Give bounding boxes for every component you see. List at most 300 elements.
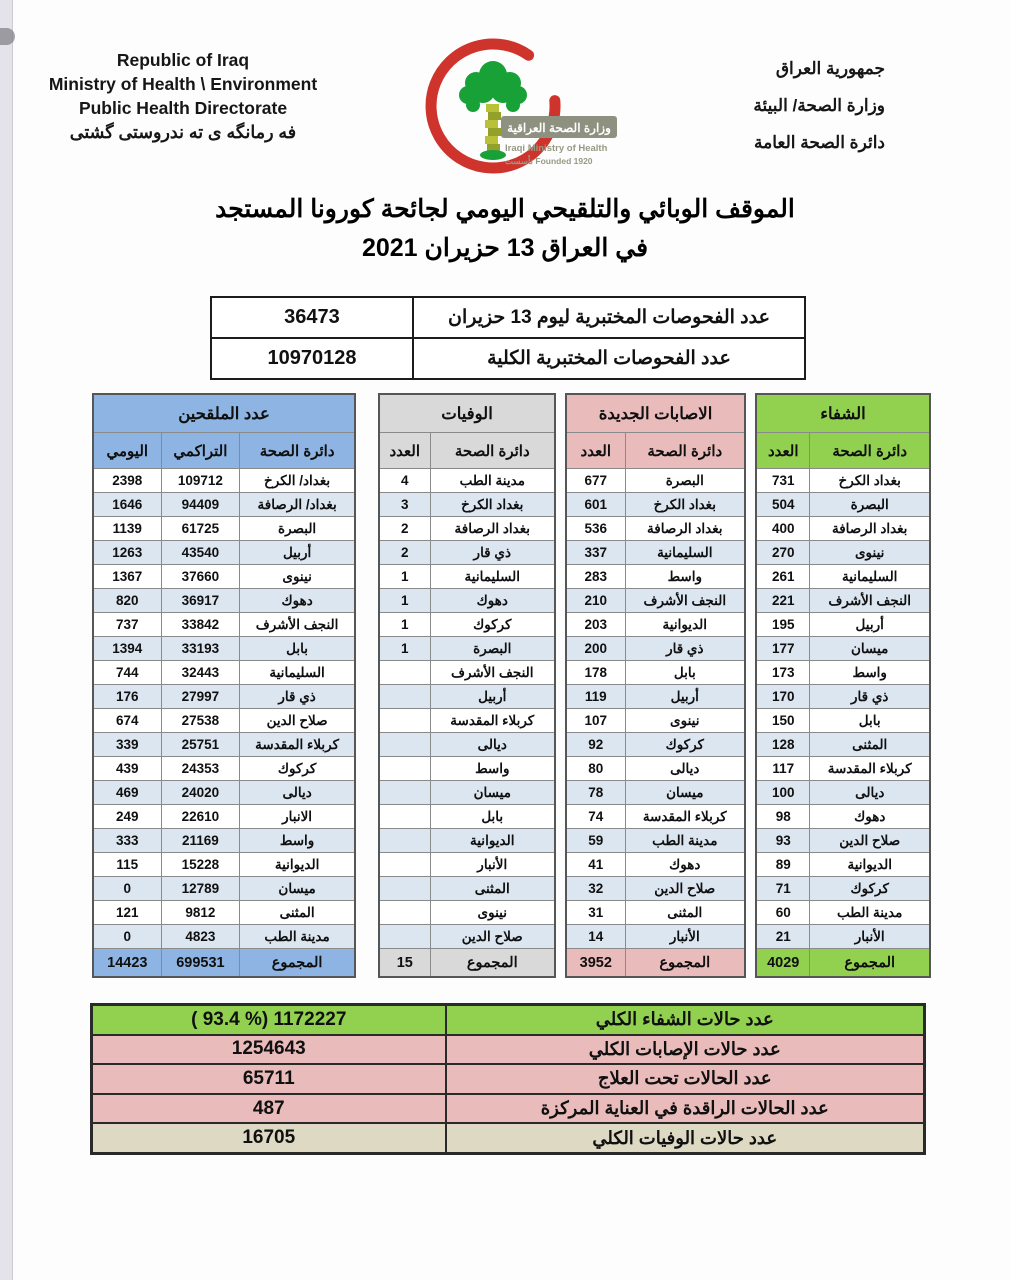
dept-cell: ميسان bbox=[430, 781, 555, 805]
table-row bbox=[379, 565, 555, 589]
table-row bbox=[93, 565, 355, 589]
summary-value: 65711 bbox=[92, 1064, 446, 1094]
table-row bbox=[379, 733, 555, 757]
value-cell: 33842 bbox=[161, 613, 240, 637]
value-cell: 1394 bbox=[93, 637, 161, 661]
value-cell: 98 bbox=[756, 805, 810, 829]
dept-cell: مدينة الطب bbox=[240, 925, 355, 949]
dept-cell: بغداد/ الكرخ bbox=[240, 469, 355, 493]
value-cell: 32443 bbox=[161, 661, 240, 685]
value-cell: 200 bbox=[566, 637, 625, 661]
dept-cell: نينوى bbox=[625, 709, 745, 733]
header-arabic-line: وزارة الصحة/ البيئة bbox=[753, 96, 885, 115]
value-cell: 60 bbox=[756, 901, 810, 925]
column-header: دائرة الصحة bbox=[625, 433, 745, 469]
column-header: اليومي bbox=[93, 433, 161, 469]
dept-cell: ديالى bbox=[430, 733, 555, 757]
value-cell: 121 bbox=[93, 901, 161, 925]
total-label: المجموع bbox=[430, 949, 555, 978]
table-row bbox=[756, 541, 930, 565]
column-header-row bbox=[93, 433, 355, 469]
dept-cell: الانبار bbox=[240, 805, 355, 829]
dept-cell: مدينة الطب bbox=[625, 829, 745, 853]
value-cell: 677 bbox=[566, 469, 625, 493]
dept-cell: الأنبار bbox=[810, 925, 930, 949]
summary-value: ( 93.4 %) 1172227 bbox=[92, 1005, 446, 1035]
table-row bbox=[93, 877, 355, 901]
value-cell: 14 bbox=[566, 925, 625, 949]
summary-label: عدد الحالات الراقدة في العناية المركزة bbox=[446, 1094, 925, 1124]
table-row bbox=[756, 613, 930, 637]
table-row bbox=[379, 709, 555, 733]
value-cell: 21169 bbox=[161, 829, 240, 853]
dept-cell: بغداد الكرخ bbox=[430, 493, 555, 517]
dept-cell: مدينة الطب bbox=[430, 469, 555, 493]
value-cell: 119 bbox=[566, 685, 625, 709]
value-cell: 195 bbox=[756, 613, 810, 637]
table-row bbox=[566, 589, 745, 613]
table-row bbox=[756, 829, 930, 853]
table-row bbox=[93, 685, 355, 709]
value-cell: 109712 bbox=[161, 469, 240, 493]
dept-cell: الديوانية bbox=[810, 853, 930, 877]
value-cell: 337 bbox=[566, 541, 625, 565]
value-cell: 107 bbox=[566, 709, 625, 733]
value-cell bbox=[379, 925, 430, 949]
dept-cell: أربيل bbox=[430, 685, 555, 709]
table-row bbox=[379, 661, 555, 685]
header-english-line: Ministry of Health \ Environment bbox=[48, 74, 318, 94]
table-row bbox=[756, 733, 930, 757]
table-row bbox=[379, 805, 555, 829]
header-english-line: Republic of Iraq bbox=[116, 50, 250, 70]
value-cell: 37660 bbox=[161, 565, 240, 589]
header-arabic-block bbox=[690, 50, 885, 161]
value-cell: 43540 bbox=[161, 541, 240, 565]
value-cell: 176 bbox=[93, 685, 161, 709]
table-row bbox=[756, 517, 930, 541]
table-row bbox=[379, 829, 555, 853]
dept-cell: نينوى bbox=[430, 901, 555, 925]
table-row bbox=[93, 709, 355, 733]
table-title: الاصابات الجديدة bbox=[566, 394, 745, 433]
value-cell: 31 bbox=[566, 901, 625, 925]
value-cell: 74 bbox=[566, 805, 625, 829]
dept-cell: المثنى bbox=[240, 901, 355, 925]
dept-cell: دهوك bbox=[810, 805, 930, 829]
summary-label: عدد حالات الوفيات الكلي bbox=[446, 1123, 925, 1153]
header-arabic-line: جمهورية العراق bbox=[775, 59, 885, 78]
dept-cell: كركوك bbox=[240, 757, 355, 781]
table-row bbox=[93, 517, 355, 541]
header-english-line: Public Health Directorate bbox=[78, 98, 288, 118]
value-cell: 24353 bbox=[161, 757, 240, 781]
table-row bbox=[566, 805, 745, 829]
table-row bbox=[756, 493, 930, 517]
value-cell: 249 bbox=[93, 805, 161, 829]
value-cell: 170 bbox=[756, 685, 810, 709]
value-cell: 94409 bbox=[161, 493, 240, 517]
dept-cell: بغداد الرصافة bbox=[810, 517, 930, 541]
value-cell: 744 bbox=[93, 661, 161, 685]
total-value: 3952 bbox=[566, 949, 625, 978]
table-row bbox=[379, 589, 555, 613]
table-row bbox=[756, 469, 930, 493]
value-cell: 1 bbox=[379, 637, 430, 661]
table-row bbox=[566, 709, 745, 733]
value-cell: 33193 bbox=[161, 637, 240, 661]
table-row bbox=[211, 338, 805, 379]
logo-founded-text: تأسست Founded 1920 bbox=[505, 156, 593, 166]
value-cell: 601 bbox=[566, 493, 625, 517]
table-row bbox=[566, 613, 745, 637]
value-cell: 283 bbox=[566, 565, 625, 589]
statistics-tables-row bbox=[92, 393, 932, 978]
summary-row bbox=[92, 1035, 925, 1065]
dept-cell: السليمانية bbox=[430, 565, 555, 589]
table-row bbox=[379, 517, 555, 541]
value-cell: 2 bbox=[379, 541, 430, 565]
value-cell: 115 bbox=[93, 853, 161, 877]
dept-cell: كركوك bbox=[810, 877, 930, 901]
table-row bbox=[566, 469, 745, 493]
column-header: العدد bbox=[379, 433, 430, 469]
table-row bbox=[379, 853, 555, 877]
value-cell: 93 bbox=[756, 829, 810, 853]
table-row bbox=[379, 757, 555, 781]
value-cell: 737 bbox=[93, 613, 161, 637]
dept-cell: كربلاء المقدسة bbox=[430, 709, 555, 733]
table-row bbox=[379, 493, 555, 517]
table-title: الشفاء bbox=[756, 394, 930, 433]
table-row bbox=[379, 637, 555, 661]
table-row bbox=[566, 757, 745, 781]
dept-cell: واسط bbox=[810, 661, 930, 685]
value-cell: 333 bbox=[93, 829, 161, 853]
dept-cell: صلاح الدين bbox=[240, 709, 355, 733]
dept-cell: الأنبار bbox=[625, 925, 745, 949]
table-row bbox=[756, 661, 930, 685]
dept-cell: دهوك bbox=[430, 589, 555, 613]
total-tests-value: 10970128 bbox=[211, 338, 413, 379]
logo-band-text: وزارة الصحة العراقية bbox=[507, 121, 611, 135]
table-row bbox=[93, 901, 355, 925]
column-header: دائرة الصحة bbox=[240, 433, 355, 469]
value-cell: 469 bbox=[93, 781, 161, 805]
dept-cell: أربيل bbox=[240, 541, 355, 565]
dept-cell: بابل bbox=[810, 709, 930, 733]
dept-cell: صلاح الدين bbox=[625, 877, 745, 901]
total-row bbox=[756, 949, 930, 978]
value-cell: 178 bbox=[566, 661, 625, 685]
report-title-line1: الموقف الوبائي والتلقيحي اليومي لجائحة كورونا المستجد bbox=[215, 195, 795, 223]
table-row bbox=[566, 877, 745, 901]
daily-tests-label: عدد الفحوصات المختبرية ليوم 13 حزيران bbox=[413, 297, 805, 338]
table-row bbox=[93, 589, 355, 613]
table-title: الوفيات bbox=[379, 394, 555, 433]
dept-cell: ميسان bbox=[625, 781, 745, 805]
dept-cell: أربيل bbox=[810, 613, 930, 637]
column-header: دائرة الصحة bbox=[810, 433, 930, 469]
total-label: المجموع bbox=[240, 949, 355, 978]
summary-value: 1254643 bbox=[92, 1035, 446, 1065]
table-row bbox=[93, 613, 355, 637]
value-cell bbox=[379, 685, 430, 709]
value-cell bbox=[379, 781, 430, 805]
value-cell: 1263 bbox=[93, 541, 161, 565]
table-title-row bbox=[756, 394, 930, 433]
table-row bbox=[566, 781, 745, 805]
value-cell: 71 bbox=[756, 877, 810, 901]
dept-cell: بابل bbox=[430, 805, 555, 829]
total-value: 4029 bbox=[756, 949, 810, 978]
value-cell bbox=[379, 877, 430, 901]
dept-cell: ذي قار bbox=[430, 541, 555, 565]
table-title-row bbox=[93, 394, 355, 433]
dept-cell: مدينة الطب bbox=[810, 901, 930, 925]
summary-value: 16705 bbox=[92, 1123, 446, 1153]
table-row bbox=[566, 901, 745, 925]
summary-row bbox=[92, 1123, 925, 1153]
summary-label: عدد الحالات تحت العلاج bbox=[446, 1064, 925, 1094]
column-header: العدد bbox=[756, 433, 810, 469]
value-cell: 117 bbox=[756, 757, 810, 781]
value-cell: 1139 bbox=[93, 517, 161, 541]
table-row bbox=[566, 565, 745, 589]
summary-row bbox=[92, 1094, 925, 1124]
dept-cell: السليمانية bbox=[810, 565, 930, 589]
dept-cell: البصرة bbox=[240, 517, 355, 541]
value-cell bbox=[379, 661, 430, 685]
table-row bbox=[756, 565, 930, 589]
dept-cell: دهوك bbox=[625, 853, 745, 877]
dept-cell: البصرة bbox=[430, 637, 555, 661]
dept-cell: ميسان bbox=[240, 877, 355, 901]
dept-cell: الديوانية bbox=[240, 853, 355, 877]
value-cell: 261 bbox=[756, 565, 810, 589]
value-cell: 27538 bbox=[161, 709, 240, 733]
dept-cell: بابل bbox=[625, 661, 745, 685]
table-row bbox=[566, 853, 745, 877]
report-title bbox=[0, 190, 1010, 268]
header-english-block bbox=[28, 48, 338, 144]
total-label: المجموع bbox=[625, 949, 745, 978]
table-row bbox=[211, 297, 805, 338]
dept-cell: بغداد الكرخ bbox=[625, 493, 745, 517]
value-cell: 25751 bbox=[161, 733, 240, 757]
table-row bbox=[93, 637, 355, 661]
dept-cell: ذي قار bbox=[810, 685, 930, 709]
ministry-of-health-logo bbox=[425, 18, 620, 180]
table-row bbox=[756, 757, 930, 781]
dept-cell: نينوى bbox=[240, 565, 355, 589]
table-row bbox=[756, 637, 930, 661]
value-cell: 36917 bbox=[161, 589, 240, 613]
table-row bbox=[379, 877, 555, 901]
header-kurdish-line: فه رمانگه ی ته ندروستی گشتی bbox=[69, 122, 297, 142]
dept-cell: الأنبار bbox=[430, 853, 555, 877]
value-cell: 400 bbox=[756, 517, 810, 541]
table-row bbox=[756, 853, 930, 877]
dept-cell: ديالى bbox=[810, 781, 930, 805]
table-row bbox=[93, 781, 355, 805]
total-tests-label: عدد الفحوصات المختبرية الكلية bbox=[413, 338, 805, 379]
value-cell bbox=[379, 757, 430, 781]
table-row bbox=[379, 925, 555, 949]
table-row bbox=[566, 925, 745, 949]
value-cell: 27997 bbox=[161, 685, 240, 709]
dept-cell: بغداد/ الرصافة bbox=[240, 493, 355, 517]
value-cell: 177 bbox=[756, 637, 810, 661]
dept-cell: النجف الأشرف bbox=[240, 613, 355, 637]
new-infections-table bbox=[565, 393, 746, 978]
column-header-row bbox=[566, 433, 745, 469]
value-cell: 32 bbox=[566, 877, 625, 901]
column-header-row bbox=[756, 433, 930, 469]
dept-cell: الديوانية bbox=[430, 829, 555, 853]
table-row bbox=[566, 733, 745, 757]
value-cell: 173 bbox=[756, 661, 810, 685]
deaths-table bbox=[378, 393, 556, 978]
table-row bbox=[756, 877, 930, 901]
value-cell: 21 bbox=[756, 925, 810, 949]
table-title-row bbox=[379, 394, 555, 433]
lab-tests-table bbox=[210, 296, 806, 380]
summary-row bbox=[92, 1005, 925, 1035]
totals-summary-table bbox=[90, 1003, 926, 1155]
value-cell: 9812 bbox=[161, 901, 240, 925]
value-cell bbox=[379, 901, 430, 925]
value-cell: 1646 bbox=[93, 493, 161, 517]
value-cell: 1367 bbox=[93, 565, 161, 589]
table-row bbox=[379, 685, 555, 709]
table-row bbox=[93, 805, 355, 829]
value-cell: 674 bbox=[93, 709, 161, 733]
value-cell: 820 bbox=[93, 589, 161, 613]
total-label: المجموع bbox=[810, 949, 930, 978]
value-cell: 439 bbox=[93, 757, 161, 781]
table-row bbox=[93, 757, 355, 781]
dept-cell: الديوانية bbox=[625, 613, 745, 637]
value-cell: 3 bbox=[379, 493, 430, 517]
value-cell bbox=[379, 853, 430, 877]
value-cell bbox=[379, 733, 430, 757]
value-cell: 2 bbox=[379, 517, 430, 541]
table-row bbox=[756, 925, 930, 949]
total-row bbox=[93, 949, 355, 978]
dept-cell: النجف الأشرف bbox=[625, 589, 745, 613]
value-cell: 78 bbox=[566, 781, 625, 805]
table-row bbox=[93, 493, 355, 517]
value-cell: 0 bbox=[93, 877, 161, 901]
table-row bbox=[93, 661, 355, 685]
dept-cell: صلاح الدين bbox=[430, 925, 555, 949]
dept-cell: المثنى bbox=[625, 901, 745, 925]
value-cell: 24020 bbox=[161, 781, 240, 805]
dept-cell: السليمانية bbox=[625, 541, 745, 565]
dept-cell: بغداد الكرخ bbox=[810, 469, 930, 493]
value-cell: 89 bbox=[756, 853, 810, 877]
value-cell: 128 bbox=[756, 733, 810, 757]
daily-tests-value: 36473 bbox=[211, 297, 413, 338]
vaccinated-table bbox=[92, 393, 356, 978]
dept-cell: المثنى bbox=[810, 733, 930, 757]
value-cell bbox=[379, 805, 430, 829]
dept-cell: ذي قار bbox=[240, 685, 355, 709]
value-cell: 100 bbox=[756, 781, 810, 805]
table-row bbox=[93, 829, 355, 853]
table-row bbox=[566, 493, 745, 517]
dept-cell: ديالى bbox=[240, 781, 355, 805]
column-header: العدد bbox=[566, 433, 625, 469]
table-row bbox=[566, 685, 745, 709]
value-cell: 59 bbox=[566, 829, 625, 853]
value-cell bbox=[379, 709, 430, 733]
value-cell: 203 bbox=[566, 613, 625, 637]
total-value: 699531 bbox=[161, 949, 240, 978]
summary-row bbox=[92, 1064, 925, 1094]
value-cell: 80 bbox=[566, 757, 625, 781]
value-cell: 12789 bbox=[161, 877, 240, 901]
table-row bbox=[566, 541, 745, 565]
column-header: دائرة الصحة bbox=[430, 433, 555, 469]
value-cell: 1 bbox=[379, 589, 430, 613]
summary-value: 487 bbox=[92, 1094, 446, 1124]
dept-cell: كربلاء المقدسة bbox=[240, 733, 355, 757]
dept-cell: بابل bbox=[240, 637, 355, 661]
report-title-line2: في العراق 13 حزيران 2021 bbox=[361, 234, 649, 262]
value-cell: 731 bbox=[756, 469, 810, 493]
value-cell: 22610 bbox=[161, 805, 240, 829]
total-row bbox=[379, 949, 555, 978]
table-row bbox=[756, 781, 930, 805]
dept-cell: كربلاء المقدسة bbox=[625, 805, 745, 829]
dept-cell: أربيل bbox=[625, 685, 745, 709]
value-cell: 1 bbox=[379, 565, 430, 589]
table-title: عدد الملقحين bbox=[93, 394, 355, 433]
table-row bbox=[379, 781, 555, 805]
total-value: 15 bbox=[379, 949, 430, 978]
logo-subtext: Iraqi Ministry of Health bbox=[505, 143, 608, 154]
table-row bbox=[756, 709, 930, 733]
value-cell: 221 bbox=[756, 589, 810, 613]
total-value: 14423 bbox=[93, 949, 161, 978]
value-cell: 210 bbox=[566, 589, 625, 613]
table-row bbox=[756, 901, 930, 925]
dept-cell: ديالى bbox=[625, 757, 745, 781]
value-cell: 339 bbox=[93, 733, 161, 757]
dept-cell: نينوى bbox=[810, 541, 930, 565]
value-cell: 92 bbox=[566, 733, 625, 757]
dept-cell: كربلاء المقدسة bbox=[810, 757, 930, 781]
recoveries-table bbox=[755, 393, 931, 978]
value-cell: 15228 bbox=[161, 853, 240, 877]
table-row bbox=[379, 901, 555, 925]
value-cell: 150 bbox=[756, 709, 810, 733]
table-row bbox=[379, 469, 555, 493]
summary-label: عدد حالات الإصابات الكلي bbox=[446, 1035, 925, 1065]
dept-cell: البصرة bbox=[810, 493, 930, 517]
table-row bbox=[93, 733, 355, 757]
value-cell: 270 bbox=[756, 541, 810, 565]
dept-cell: صلاح الدين bbox=[810, 829, 930, 853]
dept-cell: واسط bbox=[430, 757, 555, 781]
table-row bbox=[379, 541, 555, 565]
dept-cell: بغداد الرصافة bbox=[430, 517, 555, 541]
dept-cell: ميسان bbox=[810, 637, 930, 661]
value-cell: 536 bbox=[566, 517, 625, 541]
value-cell: 0 bbox=[93, 925, 161, 949]
